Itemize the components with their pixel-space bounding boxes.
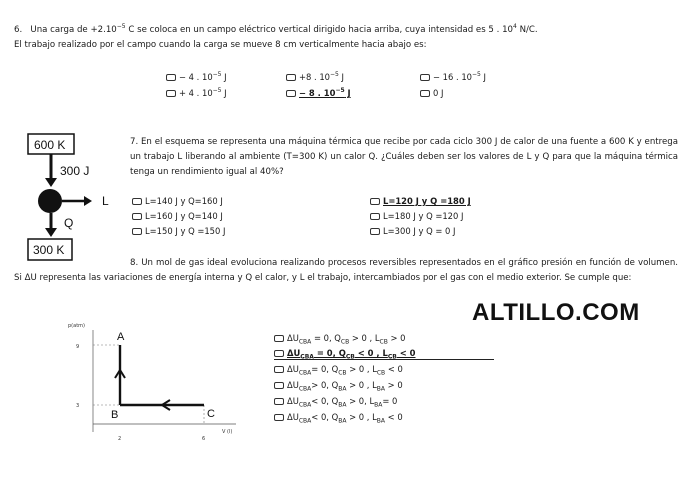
q8-option-1-rel: = 0, Q	[311, 333, 341, 343]
q8-option-6-u: CBA	[298, 417, 312, 425]
q8-option-4-qrel: > 0 , L	[346, 380, 377, 390]
q8-option-4-lrel: > 0	[385, 380, 403, 390]
q8-option-1[interactable]	[274, 333, 406, 344]
pv-graph-xlabel: V (l)	[222, 429, 233, 435]
q8-option-6-rel: < 0, Q	[311, 412, 339, 422]
q8-option-3-l: CB	[376, 369, 386, 377]
checkbox[interactable]	[274, 350, 284, 357]
q6-option-6-base: 0 J	[433, 88, 444, 98]
q8-option-3-qrel: > 0 , L	[346, 364, 377, 374]
q8-answer-underline	[274, 359, 494, 360]
checkbox[interactable]	[274, 414, 284, 421]
checkbox[interactable]	[420, 90, 430, 97]
work-arrowhead	[84, 196, 92, 206]
q8-option-1-q: CB	[340, 338, 350, 346]
q7-option-1[interactable]	[132, 196, 223, 207]
q7-option-1-label: L=140 J y Q=160 J	[145, 196, 223, 206]
checkbox[interactable]	[370, 213, 380, 220]
q8-option-1-u: CBA	[298, 338, 312, 346]
q6-line1-c: N/C.	[516, 25, 538, 35]
q8-option-2-u: CBA	[300, 353, 314, 361]
engine-circle	[38, 189, 62, 213]
delta-u-symbol: ΔU	[287, 396, 299, 406]
checkbox[interactable]	[274, 398, 284, 405]
y-tick-9: 9	[76, 344, 80, 350]
heat-in-label: 300 J	[60, 164, 90, 178]
q6-option-2-exp: −5	[330, 71, 339, 79]
q7-option-5-label: L=150 J y Q =150 J	[145, 226, 226, 236]
checkbox[interactable]	[286, 90, 296, 97]
q8-statement: 8. Un mol de gas ideal evoluciona realizando procesos reversibles representados en el gráfico presión en función de volumen. Si ΔU representa las variaciones de energía interna y Q el calor, y L el trabajo, intercambiados por el gas con el medio exterior. Se cumple que:	[14, 258, 678, 283]
q6-option-5-base: − 8 . 10	[299, 88, 336, 98]
q6-option-5-selected[interactable]	[286, 88, 351, 99]
checkbox[interactable]	[274, 382, 284, 389]
q6-option-1-exp: −5	[212, 71, 222, 79]
delta-u-symbol: ΔU	[287, 364, 299, 374]
q8-option-5[interactable]	[274, 396, 397, 407]
q8-option-1-qrel: > 0 , L	[349, 333, 380, 343]
q6-option-3-unit: J	[480, 72, 486, 82]
q7-option-6-label: L=300 J y Q = 0 J	[383, 226, 456, 236]
q8-option-5-u: CBA	[298, 401, 312, 409]
q6-option-5-unit: J	[344, 88, 351, 98]
watermark-logo: ALTILLO.COM	[472, 299, 640, 326]
q6-option-4-unit: J	[221, 88, 227, 98]
q7-option-6[interactable]	[370, 226, 455, 237]
x-tick-6: 6	[202, 436, 206, 442]
q6-line1-b: C se coloca en un campo eléctrico vertical dirigido hacia arriba, cuya intensidad es 5 . 10	[125, 25, 514, 35]
q8-option-4[interactable]	[274, 380, 403, 391]
checkbox[interactable]	[274, 366, 284, 373]
q8-option-6-q: BA	[338, 417, 347, 425]
heat-in-arrowhead	[45, 178, 57, 187]
q7-option-4[interactable]	[370, 211, 463, 222]
q7-option-2-selected[interactable]	[370, 196, 471, 207]
heat-engine-diagram	[26, 131, 126, 263]
checkbox[interactable]	[420, 74, 430, 81]
q6-statement-line1	[14, 25, 538, 36]
q6-option-3-base: − 16 . 10	[433, 72, 472, 82]
q8-option-6-lrel: < 0	[385, 412, 403, 422]
checkbox[interactable]	[132, 228, 142, 235]
q8-option-5-qrel: > 0, L	[346, 396, 375, 406]
delta-u-symbol: ΔU	[287, 412, 299, 422]
checkbox[interactable]	[370, 228, 380, 235]
q8-option-1-lrel: > 0	[387, 333, 406, 343]
q8-option-6-qrel: > 0 , L	[346, 412, 377, 422]
checkbox[interactable]	[166, 74, 176, 81]
q6-option-3[interactable]	[420, 72, 486, 83]
q8-option-5-l: BA	[374, 401, 383, 409]
q6-option-4-base: + 4 . 10	[179, 88, 213, 98]
q8-option-2-lrel: < 0	[396, 348, 416, 358]
q8-option-4-q: BA	[338, 385, 347, 393]
q8-option-6[interactable]	[274, 412, 403, 423]
q8-option-3-rel: = 0, Q	[311, 364, 339, 374]
pv-graph	[60, 318, 240, 444]
checkbox[interactable]	[274, 335, 284, 342]
q8-option-3-u: CBA	[298, 369, 312, 377]
delta-u-symbol: ΔU	[287, 348, 301, 358]
q8-option-2-selected[interactable]	[274, 348, 416, 359]
q8-option-5-rel: < 0, Q	[311, 396, 339, 406]
q6-statement-line2: El trabajo realizado por el campo cuando la carga se mueve 8 cm verticalmente hacia abajo es:	[14, 40, 427, 50]
q8-option-2-q: CB	[345, 353, 355, 361]
q6-option-4-exp: −5	[212, 87, 222, 95]
q6-option-6[interactable]	[420, 88, 443, 99]
delta-u-symbol: ΔU	[287, 333, 299, 343]
hot-reservoir-label: 600 K	[34, 138, 66, 152]
q6-number: 6.	[14, 25, 23, 35]
q6-option-5-exp: −5	[335, 87, 345, 95]
q8-option-4-rel: > 0, Q	[311, 380, 339, 390]
pv-graph-ylabel: p(atm)	[68, 323, 85, 329]
q6-option-1[interactable]	[166, 72, 227, 83]
q8-option-4-l: BA	[376, 385, 386, 393]
q8-option-5-q: BA	[338, 401, 347, 409]
work-label: L	[102, 194, 109, 208]
q8-option-1-l: CB	[379, 338, 388, 346]
checkbox[interactable]	[370, 198, 380, 205]
heat-out-arrowhead	[45, 228, 57, 237]
q7-option-3[interactable]	[132, 211, 223, 222]
q8-option-2-rel: = 0, Q	[313, 348, 346, 358]
q8-option-3-q: CB	[338, 369, 347, 377]
q8-option-4-u: CBA	[298, 385, 312, 393]
q8-option-3-lrel: < 0	[385, 364, 403, 374]
point-c-label: C	[207, 408, 215, 420]
point-b-label: B	[111, 409, 119, 421]
q6-line1-a: Una carga de +2.10	[30, 25, 117, 35]
q7-option-2-label: L=120 J y Q =180 J	[383, 196, 471, 206]
x-tick-2: 2	[118, 436, 122, 442]
q8-option-3[interactable]	[274, 364, 403, 375]
cold-reservoir-label: 300 K	[33, 243, 65, 257]
q6-option-2-unit: J	[338, 72, 344, 82]
q6-line1-exp2: 4	[513, 23, 517, 31]
q6-line1-exp: −5	[116, 23, 126, 31]
point-a-label: A	[117, 331, 125, 343]
checkbox[interactable]	[132, 198, 142, 205]
q6-option-3-exp: −5	[471, 71, 481, 79]
q6-option-4[interactable]	[166, 88, 227, 99]
q8-option-6-l: BA	[376, 417, 386, 425]
q6-option-1-base: − 4 . 10	[179, 72, 213, 82]
q7-option-4-label: L=180 J y Q =120 J	[383, 211, 464, 221]
q8-option-5-lrel: = 0	[382, 396, 398, 406]
q8-option-2-qrel: < 0 , L	[354, 348, 388, 358]
q8-option-2-l: CB	[387, 353, 397, 361]
q7-option-5[interactable]	[132, 226, 225, 237]
q7-statement: 7. En el esquema se representa una máquina térmica que recibe por cada ciclo 300 J de calor de una fuente a 600 K y entrega un trabajo L liberando al ambiente (T=300 K) un calor Q. ¿Cuáles deben ser los valores de L y Q para que la máquina térmica tenga un rendimiento igual al 40%?	[130, 137, 678, 177]
q7-option-3-label: L=160 J y Q=140 J	[145, 211, 223, 221]
checkbox[interactable]	[286, 74, 296, 81]
checkbox[interactable]	[166, 90, 176, 97]
q6-option-1-unit: J	[221, 72, 227, 82]
y-tick-3: 3	[76, 403, 80, 409]
q6-option-2[interactable]	[286, 72, 344, 83]
heat-out-label: Q	[64, 216, 74, 230]
q6-option-2-base: +8 . 10	[299, 72, 330, 82]
checkbox[interactable]	[132, 213, 142, 220]
delta-u-symbol: ΔU	[287, 380, 299, 390]
